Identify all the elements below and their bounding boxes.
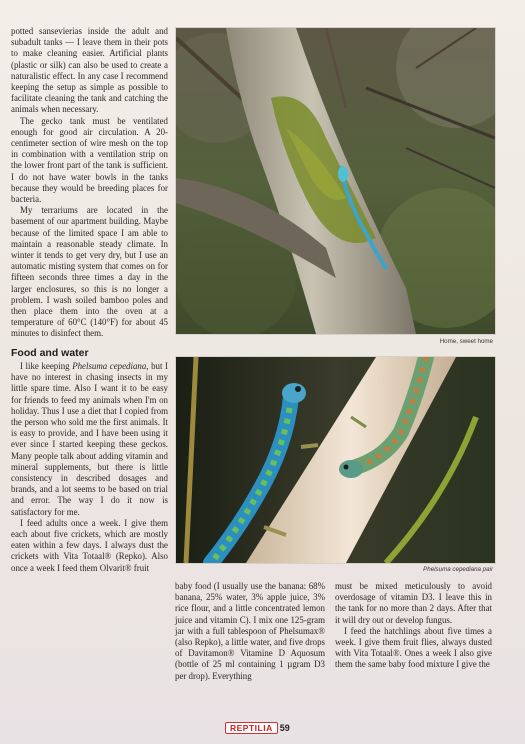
tree-trunk-illustration xyxy=(176,28,495,334)
paragraph-diet xyxy=(11,361,168,518)
photo1-caption: Home, sweet home xyxy=(439,338,493,345)
species-name: Phelsuma cepediana xyxy=(72,360,147,371)
photo2-caption: Phelsuma cepediana pair xyxy=(423,566,493,573)
paragraph-feeding-adults: I feed adults once a week. I give them each about five crickets, which are mostly eaten within a few days. I always dust the crickets with Vita Totaal® (Repko). Also once a week I feed them Olvarit® fruit xyxy=(11,517,168,573)
page-footer xyxy=(225,722,290,734)
diet-text-pre: I like keeping xyxy=(20,360,73,371)
diet-text-post: , but I have no interest in chasing insects in my little spare time. Also I want it to be easy for friends to feed my animals when I'm on holiday. Thus I use a diet that I copied from the person who sold me the first animals. It is easy to provide, and I have been using it ever since I started keeping these geckos. Many people talk about adding vitamin and mineral supplements, but there is little consistency in described dosages and brands, and a lot seems to be based on trial and error. The way I do it now is satisfactory for me. xyxy=(11,360,169,517)
paragraph-plants: potted sansevierias inside the adult and subadult tanks — I leave them in their pots to make cleaning easier. Artificial plants (plastic or silk) can also be used to create a naturalistic effect. In any case I recommend keeping the setup as simple as possible to facilitate cleaning the tank and catching the animals when necessary. xyxy=(11,26,168,115)
paragraph-ventilation: The gecko tank must be ventilated enough for good air circulation. A 20-centimeter section of wire mesh on the top in combination with a ventilation strip on the lower front part of the tank is sufficient. I do not have water bowls in the tanks because they would be breeding places for bacteria. xyxy=(11,115,168,205)
section-heading-food-and-water: Food and water xyxy=(11,346,89,359)
photo-gecko-pair xyxy=(175,356,496,564)
paragraph-baby-food: baby food (I usually use the banana: 68% banana, 25% water, 3% apple juice, 3% rice flour, and a little concentrated lemon juice and vitamin C). I mix one 125-gram jar with a full tablespoon of Phelsumax® (also Repko), a little water, and five drops of Davitamon® Vitamine D Aquosum (bottle of 25 ml containing 1 µgram D3 per drop). Everything xyxy=(175,581,325,681)
gecko-pair-illustration xyxy=(176,357,495,563)
middle-text-column xyxy=(175,581,325,682)
paragraph-mixing: must be mixed meticulously to avoid overdosage of vitamin D3. I leave this in the tank for no more than 2 days. After that it will dry out or develop fungus. xyxy=(335,581,492,625)
paragraph-climate: My terrariums are located in the basement of our apartment building. Maybe because of the limited space I am able to maintain a reasonable steady climate. In winter it tends to get very dry, but I use an automatic misting system that comes on for fifteen seconds three times a day in the larger enclosures, so this is no longer a problem. I wash soiled bamboo poles and then place them into the oven at a temperature of 60°C (140°F) for about 45 minutes to disinfect them. xyxy=(11,205,168,339)
page-number: 59 xyxy=(279,723,290,733)
right-text-column xyxy=(335,581,492,671)
paragraph-hatchlings: I feed the hatchlings about five times a week. I give them fruit flies, always dusted with Vita Totaal®. Ones a week I also give them the same baby food mixture I give the xyxy=(335,625,492,670)
left-text-column xyxy=(11,26,168,574)
magazine-logo: REPTILIA xyxy=(225,722,278,734)
photo-tree-trunk xyxy=(175,27,496,335)
